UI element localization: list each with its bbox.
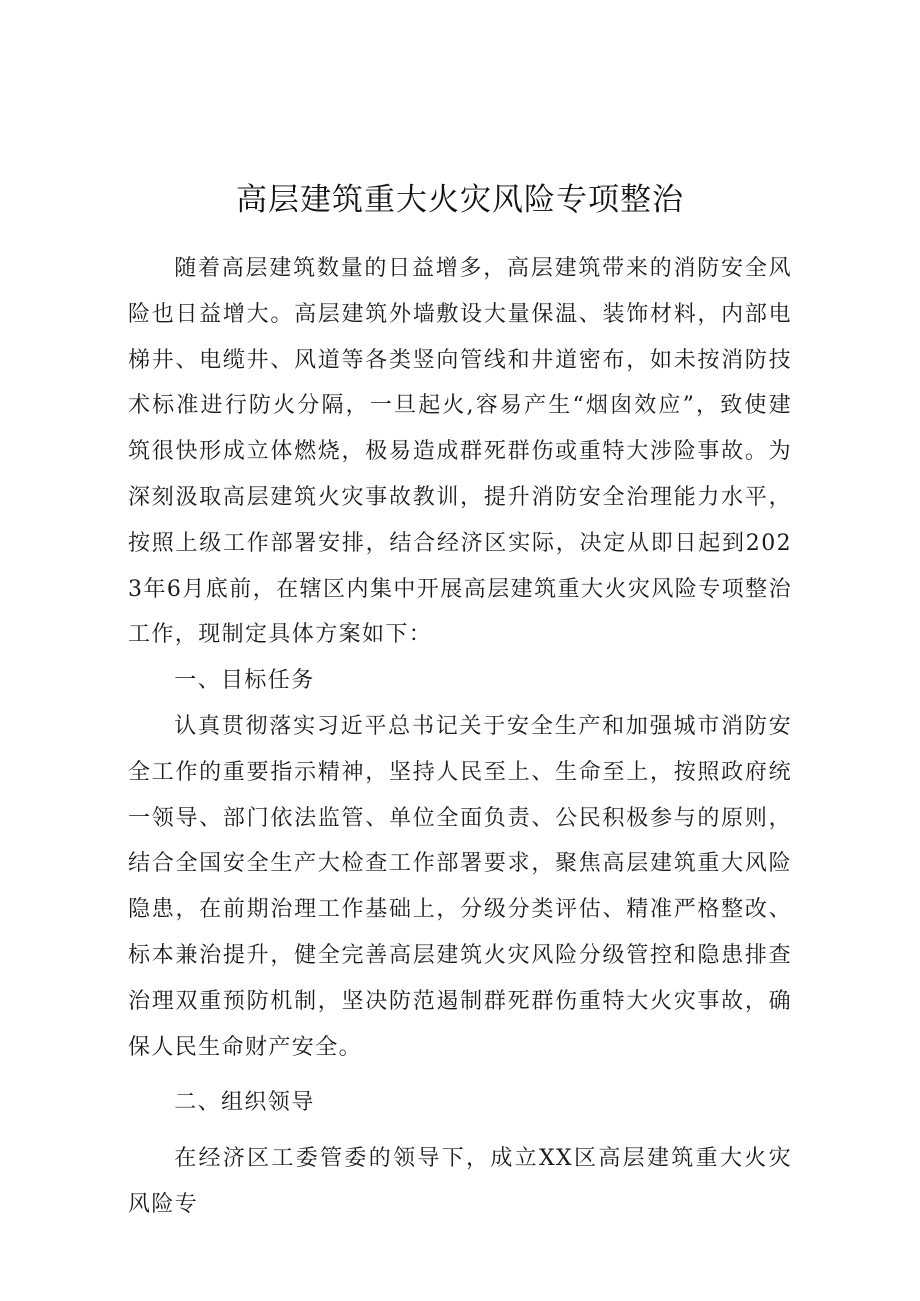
document-title: 高层建筑重大火灾风险专项整治 [236, 182, 684, 218]
intro-paragraph: 随着高层建筑数量的日益增多，高层建筑带来的消防安全风险也日益增大。高层建筑外墙敷设大量保温、装饰材料，内部电梯井、电缆井、风道等各类竖向管线和井道密布，如未按消防技术标准进行防火分隔，一旦起火,容易产生“烟囱效应”，致使建筑很快形成立体燃烧，极易造成群死群伤或重特大涉险事故。为深刻汲取高层建筑火灾事故教训，提升消防安全治理能力水平，按照上级工作部署安排，结合经济区实际，决定从即日起到2023年6月底前，在辖区内集中开展高层建筑重大火灾风险专项整治工作，现制定具体方案如下： [128, 256, 792, 648]
document-body [128, 246, 792, 1228]
section-heading-organization: 二、组织领导 [174, 1090, 315, 1116]
section-heading-goals: 一、目标任务 [174, 668, 315, 694]
organization-paragraph: 在经济区工委管委的领导下，成立XX区高层建筑重大火灾风险专 [128, 1146, 792, 1217]
goals-paragraph: 认真贯彻落实习近平总书记关于安全生产和加强城市消防安全工作的重要指示精神，坚持人民至上、生命至上，按照政府统一领导、部门依法监管、单位全面负责、公民积极参与的原则，结合全国安全生产大检查工作部署要求，聚焦高层建筑重大风险隐患，在前期治理工作基础上，分级分类评估、精准严格整改、标本兼治提升，健全完善高层建筑火灾风险分级管控和隐患排查治理双重预防机制，坚决防范遏制群死群伤重特大火灾事故，确保人民生命财产安全。 [128, 713, 792, 1060]
